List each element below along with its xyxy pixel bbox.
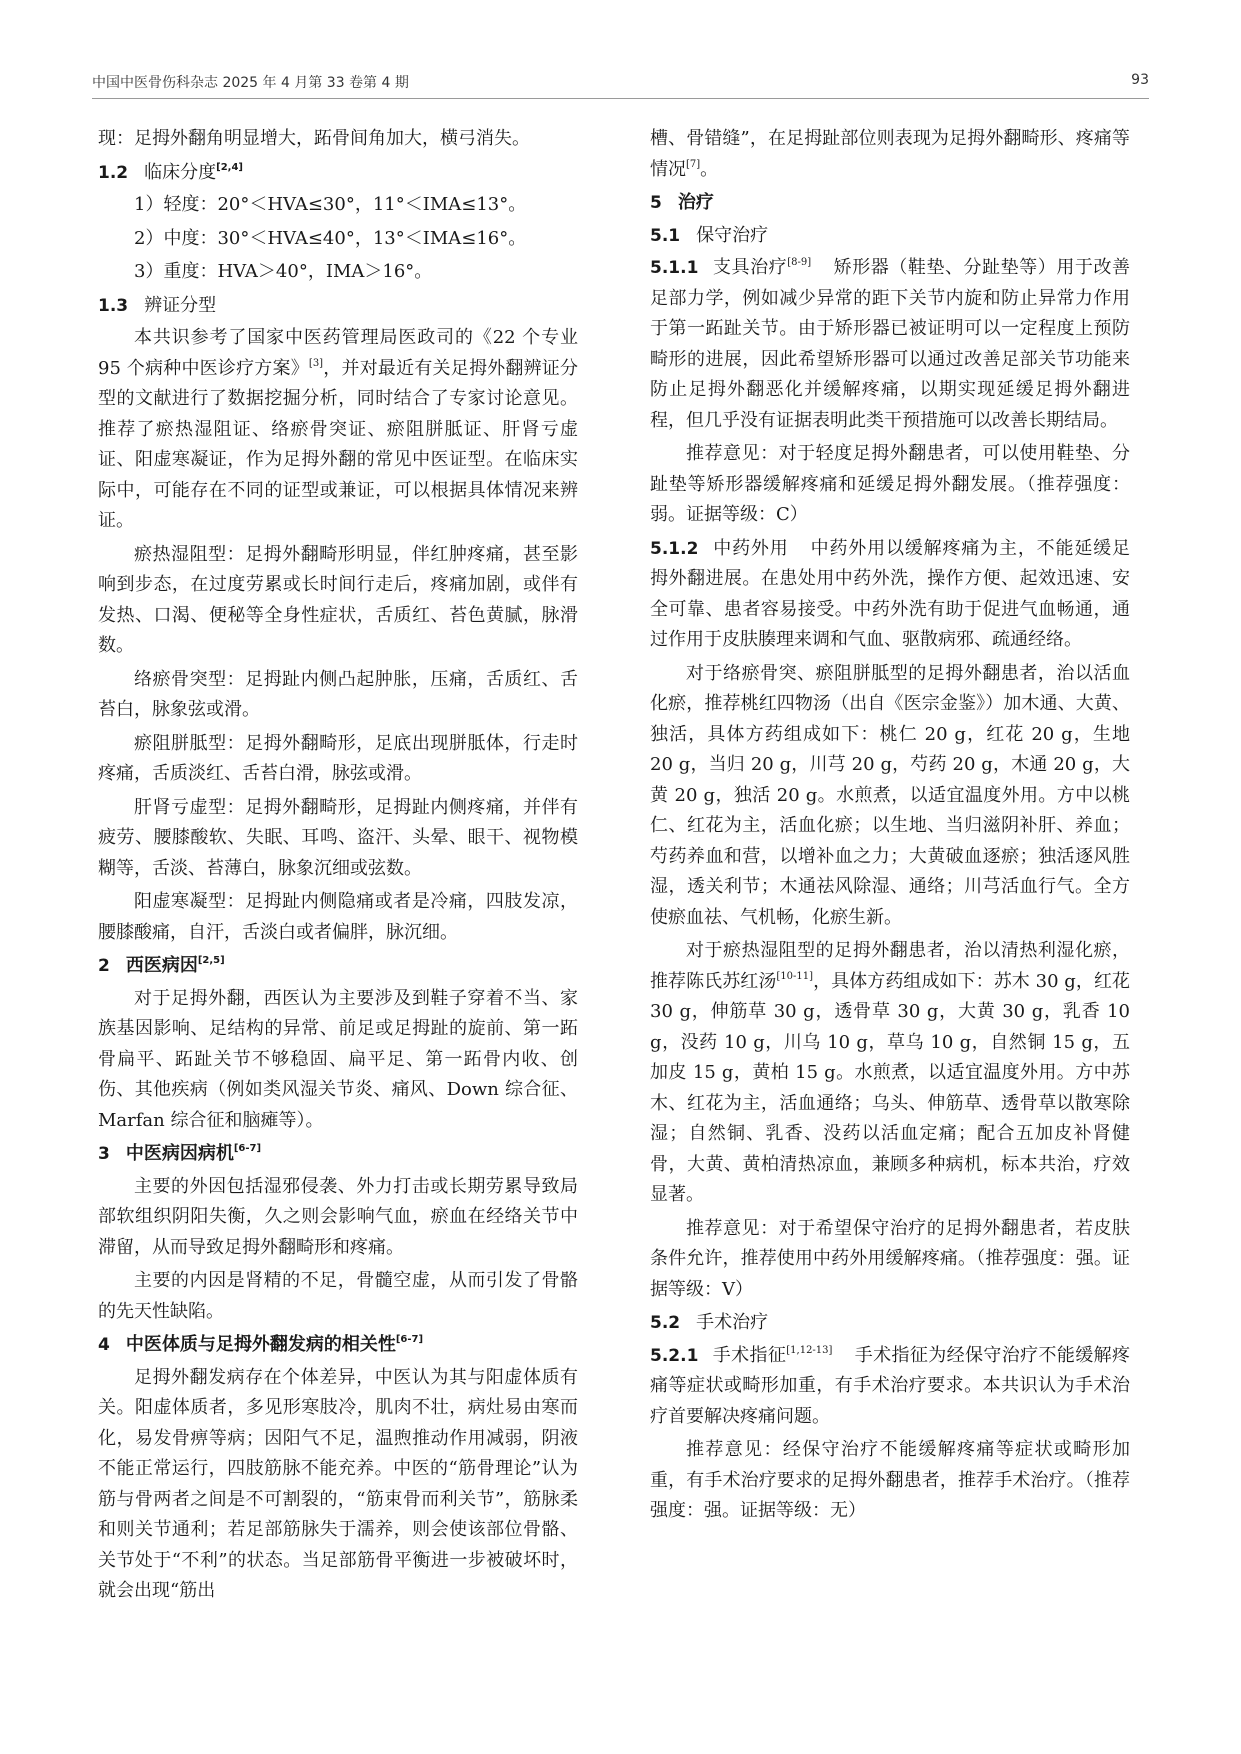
- section-heading: 3 中医病因病机[6-7]: [98, 1143, 262, 1164]
- right-column: [650, 124, 1130, 1530]
- paragraph: 主要的外因包括湿邪侵袭、外力打击或长期劳累导致局部软组织阴阳失衡，久之则会影响气血，瘀血在经络关节中滞留，从而导致足拇外翻畸形和疼痛。: [98, 1175, 578, 1258]
- paragraph: 对于络瘀骨突、瘀阻胼胝型的足拇外翻患者，治以活血化瘀，推荐桃红四物汤（出自《医宗金鉴》）加木通、大黄、独活，具体方药组成如下：桃仁 20 g，红花 20 g，生地 20 g，当归 20 g，川芎 20 g，芍药 20 g，木通 20 g，大黄 20 g，独活 20 g。水煎煮，以适宜温度外用。方中以桃仁、红花为主，活血化瘀；以生地、当归滋阴补肝、养血；芍药养血和营，以增补血之力；大黄破血逐瘀；独活逐风胜湿，透关利节；木通祛风除湿、通络；川芎活血行气。全方使瘀血祛、气机畅，化瘀生新。: [650, 662, 1130, 928]
- left-column: [98, 124, 578, 1610]
- subsection-title: 支具治疗: [712, 257, 788, 278]
- list-item: 3）重度：HVA＞40°，IMA＞16°。: [134, 261, 433, 282]
- section-heading: 1.2 临床分度[2,4]: [98, 161, 243, 183]
- citation: [2,4]: [216, 161, 243, 173]
- page-number: 93: [1131, 72, 1149, 88]
- recommendation: 推荐意见：对于轻度足拇外翻患者，可以使用鞋垫、分趾垫等矫形器缓解疼痛和延缓足拇外翻发展。（推荐强度：弱。证据等级：C）: [650, 443, 1130, 525]
- paragraph: 5.2.1 手术指征[1,12-13] 手术指征为经保守治疗不能缓解疼痛等症状或畸形加重，有手术治疗要求。本共识认为手术治疗首要解决疼痛问题。: [650, 1344, 1131, 1427]
- citation: [7]: [686, 158, 701, 170]
- citation: [6-7]: [233, 1143, 262, 1154]
- section-heading: 5.2 手术治疗: [650, 1312, 769, 1333]
- recommendation: 推荐意见：经保守治疗不能缓解疼痛等症状或畸形加重，有手术治疗要求的足拇外翻患者，推荐手术治疗。（推荐强度：强。证据等级：无）: [650, 1439, 1130, 1521]
- citation: [10-11]: [776, 970, 814, 982]
- paragraph: 瘀热湿阻型：足拇外翻畸形明显，伴红肿疼痛，甚至影响到步态，在过度劳累或长时间行走后，疼痛加剧，或伴有发热、口渴、便秘等全身性症状，舌质红、苔色黄腻，脉滑数。: [98, 543, 578, 656]
- paragraph: 对于瘀热湿阻型的足拇外翻患者，治以清热利湿化瘀，推荐陈氏苏红汤[10-11]，具体方药组成如下：苏木 30 g，红花 30 g，伸筋草 30 g，透骨草 30 g，大黄 30 g，乳香 10 g，没药 10 g，川乌 10 g，草乌 10 g，自然铜 15 g，五加皮 15 g，黄柏 15 g。水煎煮，以适宜温度外用。方中苏木、红花为主，活血通络；乌头、伸筋草、透骨草以散寒除湿；自然铜、乳香、没药以活血定痛；配合五加皮补肾健骨，大黄、黄柏清热凉血，兼顾多种病机，标本共治，疗效显著。: [650, 940, 1130, 1205]
- paragraph: 肝肾亏虚型：足拇外翻畸形，足拇趾内侧疼痛，并伴有疲劳、腰膝酸软、失眠、耳鸣、盗汗、头晕、眼干、视物模糊等，舌淡、苔薄白，脉象沉细或弦数。: [98, 796, 578, 879]
- subsection-number: 5.1.2: [650, 538, 699, 559]
- section-heading: 1.3 辨证分型: [98, 294, 217, 316]
- recommendation: 推荐意见：对于希望保守治疗的足拇外翻患者，若皮肤条件允许，推荐使用中药外用缓解疼痛。（推荐强度：强。证据等级：Ⅴ）: [650, 1217, 1130, 1300]
- paragraph: 5.1.2 中药外用 中药外用以缓解疼痛为主，不能延缓足拇外翻进展。在患处用中药外洗，操作方便、起效迅速、安全可靠、患者容易接受。中药外洗有助于促进气血畅通，通过作用于皮肤腠理来调和气血、驱散病邪、疏通经络。: [650, 537, 1131, 650]
- paragraph: 5.1.1 支具治疗[8-9] 矫形器（鞋垫、分趾垫等）用于改善足部力学，例如减少异常的距下关节内旋和防止异常力作用于第一跖趾关节。由于矫形器已被证明可以一定程度上预防畸形的进展，因此希望矫形器可以通过改善足部关节功能来防止足拇外翻恶化并缓解疼痛，以期实现延缓足拇外翻进程，但几乎没有证据表明此类干预措施可以改善长期结局。: [650, 257, 1131, 431]
- citation: [2,5]: [197, 955, 225, 966]
- subsection-title: 手术指征: [712, 1344, 787, 1366]
- subsection-title: 中药外用: [712, 537, 789, 559]
- section-heading: 4 中医体质与足拇外翻发病的相关性[6-7]: [98, 1334, 424, 1355]
- list-item: 1）轻度：20°＜HVA≤30°，11°＜IMA≤13°。: [134, 194, 527, 215]
- paragraph: 本共识参考了国家中医药管理局医政司的《22 个专业 95 个病种中医诊疗方案》[3]，并对最近有关足拇外翻辨证分型的文献进行了数据挖掘分析，同时结合了专家讨论意见。推荐了瘀热湿阻证、络瘀骨突证、瘀阻胼胝证、肝肾亏虚证、阳虚寒凝证，作为足拇外翻的常见中医证型。在临床实际中，可能存在不同的证型或兼证，可以根据具体情况来辨证。: [98, 327, 579, 531]
- paragraph: 络瘀骨突型：足拇趾内侧凸起肿胀，压痛，舌质红、舌苔白，脉象弦或滑。: [98, 668, 578, 720]
- running-header: [92, 70, 1149, 99]
- citation: [3]: [308, 357, 324, 369]
- subsection-number: 5.1.1: [650, 258, 699, 278]
- section-heading: 2 西医病因[2,5]: [98, 955, 225, 976]
- list-item: 2）中度：30°＜HVA≤40°，13°＜IMA≤16°。: [134, 227, 527, 249]
- paragraph: 主要的内因是肾精的不足，骨髓空虚，从而引发了骨骼的先天性缺陷。: [98, 1270, 578, 1322]
- paragraph: 足拇外翻发病存在个体差异，中医认为其与阳虚体质有关。阳虚体质者，多见形寒肢冷，肌肉不壮，病灶易由寒而化，易发骨痹等病；因阳气不足，温煦推动作用减弱，阴液不能正常运行，四肢筋脉不能充养。中医的“筋骨理论”认为筋与骨两者之间是不可割裂的，“筋束骨而利关节”，筋脉柔和则关节通利；若足部筋脉失于濡养，则会使该部位骨骼、关节处于“不利”的状态。当足部筋骨平衡进一步被破坏时，就会出现“筋出: [98, 1366, 578, 1601]
- citation: [6-7]: [395, 1334, 424, 1345]
- section-heading: 5 治疗: [650, 192, 714, 213]
- paragraph: 对于足拇外翻，西医认为主要涉及到鞋子穿着不当、家族基因影响、足结构的异常、前足或足拇趾的旋前、第一跖骨扁平、跖趾关节不够稳固、扁平足、第一跖骨内收、创伤、其他疾病（例如类风湿关节炎、痛风、Down 综合征、Marfan 综合征和脑瘫等）。: [98, 987, 578, 1131]
- paragraph: 瘀阻胼胝型：足拇外翻畸形，足底出现胼胝体，行走时疼痛，舌质淡红、舌苔白滑，脉弦或滑。: [98, 732, 578, 784]
- paragraph: 阳虚寒凝型：足拇趾内侧隐痛或者是冷痛，四肢发凉，腰膝酸痛，自汗，舌淡白或者偏胖，脉沉细。: [98, 891, 578, 943]
- journal-title: 中国中医骨伤科杂志 2025 年 4 月第 33 卷第 4 期: [92, 75, 409, 91]
- paragraph: 槽、骨错缝”，在足拇趾部位则表现为足拇外翻畸形、疼痛等情况[7]。: [650, 128, 1130, 180]
- subsection-number: 5.2.1: [650, 1345, 699, 1366]
- citation: [1,12-13]: [786, 1344, 833, 1356]
- citation: [8-9]: [787, 257, 812, 268]
- section-heading: 5.1 保守治疗: [650, 224, 769, 246]
- paragraph: 现：足拇外翻角明显增大，跖骨间角加大，横弓消失。: [98, 128, 530, 149]
